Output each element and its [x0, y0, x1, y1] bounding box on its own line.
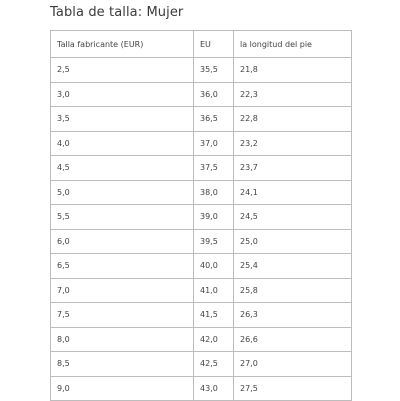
- cell-manufacturer-size: 4,0: [51, 131, 194, 156]
- cell-manufacturer-size: 5,0: [51, 180, 194, 205]
- table-row: [51, 131, 352, 156]
- table-row: [51, 254, 352, 279]
- cell-foot-length: 25,0: [234, 229, 352, 254]
- cell-manufacturer-size: 2,5: [51, 58, 194, 83]
- header-eu: EU: [194, 31, 234, 58]
- table-row: [51, 107, 352, 132]
- cell-manufacturer-size: 7,5: [51, 303, 194, 328]
- cell-foot-length: 26,6: [234, 327, 352, 352]
- cell-manufacturer-size: 4,5: [51, 156, 194, 181]
- cell-eu: 36,0: [194, 82, 234, 107]
- cell-manufacturer-size: 8,0: [51, 327, 194, 352]
- header-row: [51, 31, 352, 58]
- table-row: [51, 352, 352, 377]
- table-row: [51, 180, 352, 205]
- cell-eu: 41,0: [194, 278, 234, 303]
- cell-eu: 40,0: [194, 254, 234, 279]
- cell-eu: 41,5: [194, 303, 234, 328]
- header-foot-length: la longitud del pie: [234, 31, 352, 58]
- cell-eu: 37,0: [194, 131, 234, 156]
- table-header: [51, 31, 352, 58]
- table-row: [51, 229, 352, 254]
- cell-eu: 39,5: [194, 229, 234, 254]
- table-row: [51, 327, 352, 352]
- cell-foot-length: 25,4: [234, 254, 352, 279]
- table-row: [51, 205, 352, 230]
- table-row: [51, 156, 352, 181]
- table-row: [51, 303, 352, 328]
- cell-eu: 37,5: [194, 156, 234, 181]
- table-row: [51, 82, 352, 107]
- cell-foot-length: 24,5: [234, 205, 352, 230]
- table-body: [51, 58, 352, 401]
- cell-manufacturer-size: 6,5: [51, 254, 194, 279]
- cell-eu: 42,0: [194, 327, 234, 352]
- cell-eu: 39,0: [194, 205, 234, 230]
- cell-foot-length: 23,7: [234, 156, 352, 181]
- header-manufacturer-size: Talla fabricante (EUR): [51, 31, 194, 58]
- cell-eu: 35,5: [194, 58, 234, 83]
- cell-foot-length: 27,0: [234, 352, 352, 377]
- cell-eu: 36,5: [194, 107, 234, 132]
- table-row: [51, 58, 352, 83]
- cell-eu: 42,5: [194, 352, 234, 377]
- cell-manufacturer-size: 5,5: [51, 205, 194, 230]
- cell-manufacturer-size: 9,0: [51, 376, 194, 401]
- cell-manufacturer-size: 7,0: [51, 278, 194, 303]
- cell-foot-length: 23,2: [234, 131, 352, 156]
- cell-foot-length: 21,8: [234, 58, 352, 83]
- table-row: [51, 376, 352, 401]
- cell-manufacturer-size: 6,0: [51, 229, 194, 254]
- cell-foot-length: 24,1: [234, 180, 352, 205]
- cell-foot-length: 22,3: [234, 82, 352, 107]
- cell-foot-length: 26,3: [234, 303, 352, 328]
- cell-eu: 38,0: [194, 180, 234, 205]
- cell-foot-length: 25,8: [234, 278, 352, 303]
- cell-manufacturer-size: 8,5: [51, 352, 194, 377]
- cell-foot-length: 22,8: [234, 107, 352, 132]
- cell-eu: 43,0: [194, 376, 234, 401]
- cell-manufacturer-size: 3,5: [51, 107, 194, 132]
- cell-manufacturer-size: 3,0: [51, 82, 194, 107]
- cell-foot-length: 27,5: [234, 376, 352, 401]
- page-title: Tabla de talla: Mujer: [50, 5, 184, 20]
- table-row: [51, 278, 352, 303]
- size-table: [50, 30, 352, 401]
